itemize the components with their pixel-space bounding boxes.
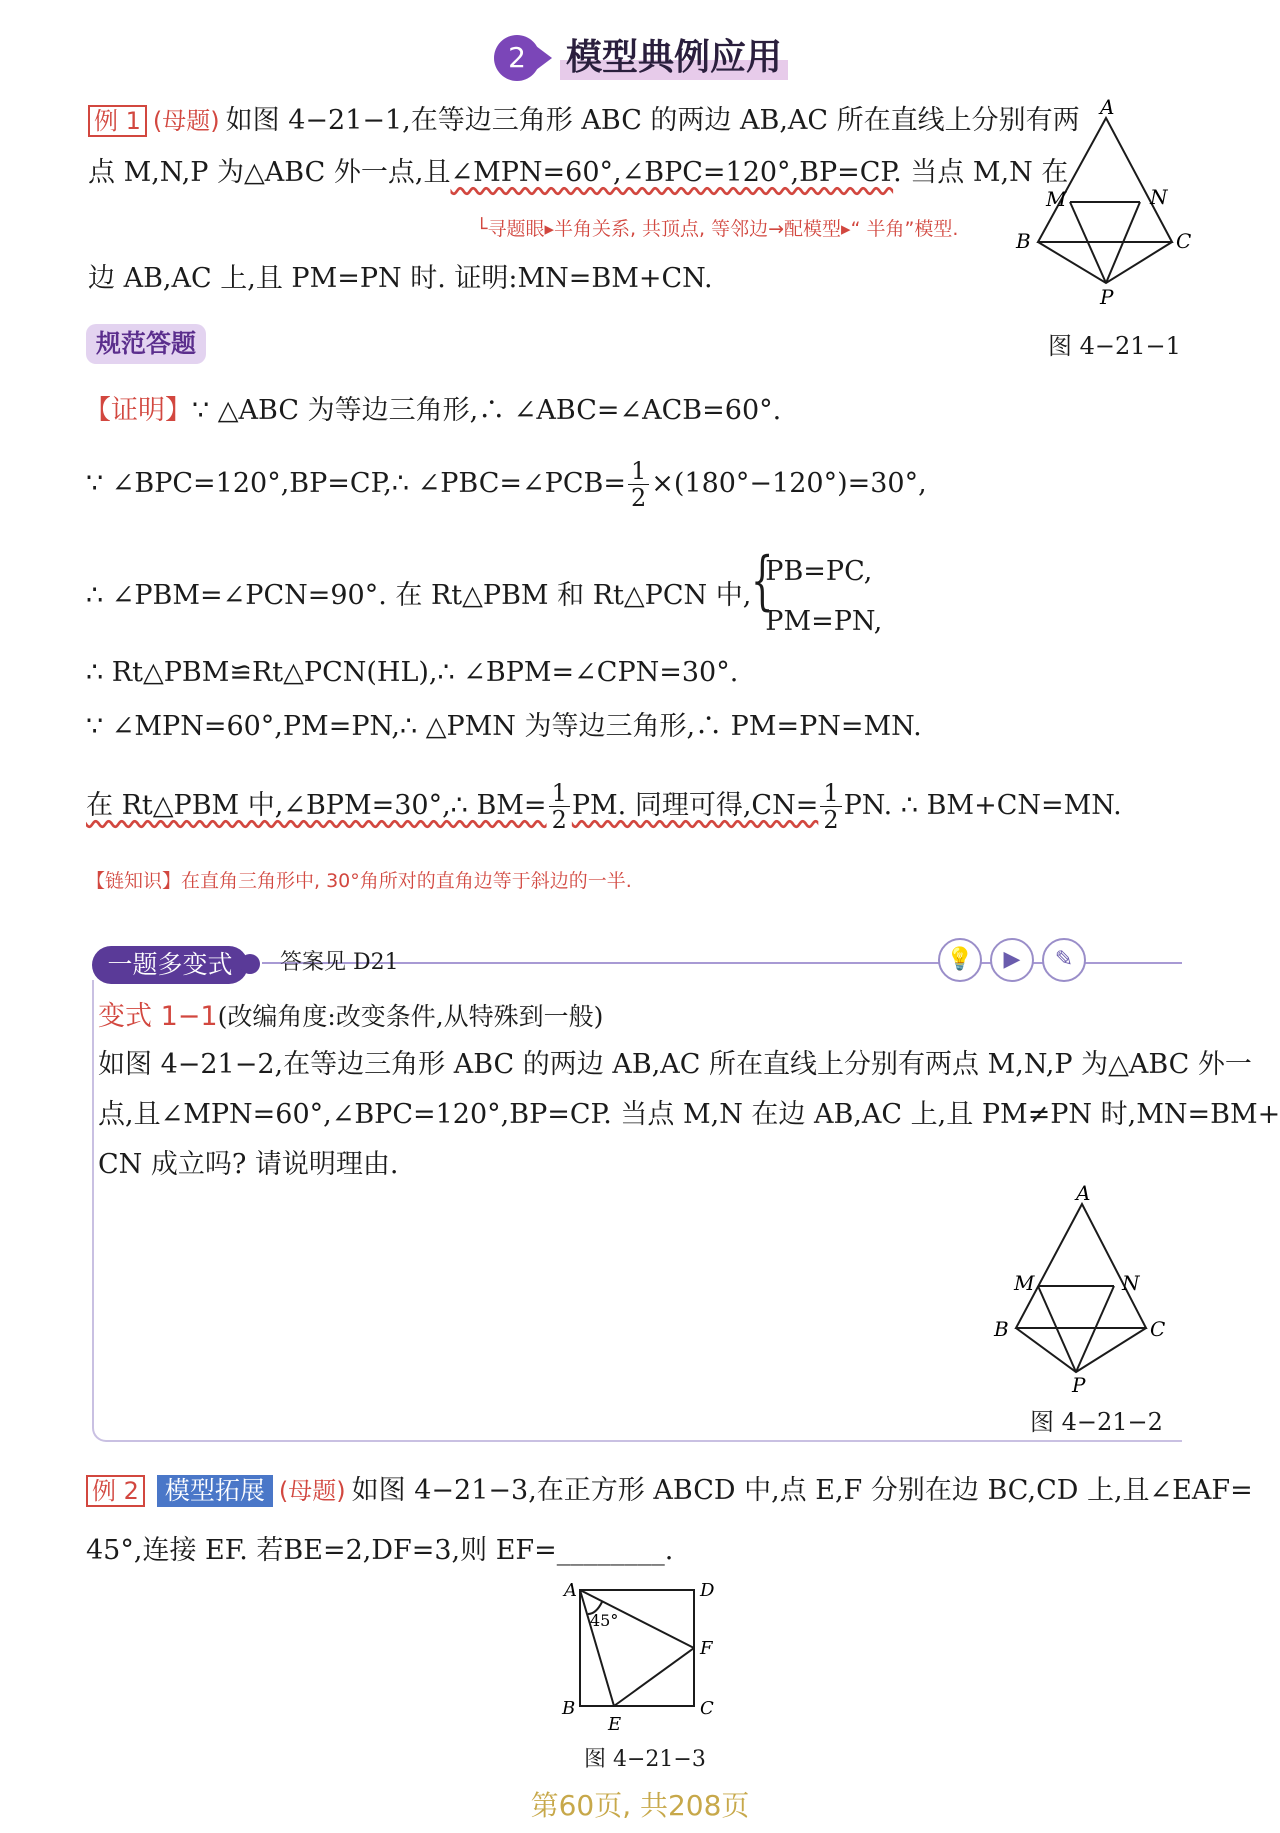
section-arrow-icon — [536, 46, 552, 70]
knowledge-note: 【链知识】在直角三角形中, 30°角所对的直角边等于斜边的一半. — [86, 870, 632, 892]
proof-line4: ∴ Rt△PBM≌Rt△PCN(HL),∴ ∠BPM=∠CPN=30°. — [86, 657, 739, 688]
example1-text1: 如图 4−21−1,在等边三角形 ABC 的两边 AB,AC 所在直线上分别有两 — [225, 105, 1080, 136]
example2-line2: 45°,连接 EF. 若BE=2,DF=3,则 EF=________. — [86, 1535, 674, 1566]
fig3-label-e: E — [608, 1714, 622, 1734]
fraction-half-2 — [549, 780, 570, 833]
triangle-abc — [1038, 118, 1172, 242]
proof-text2a: ∵ ∠BPC=120°,BP=CP,∴ ∠PBC=∠PCB= — [86, 468, 626, 499]
proof-text3a: ∴ ∠PBM=∠PCN=90°. 在 Rt△PBM 和 Rt△PCN 中, — [86, 580, 752, 611]
proof-text6c: PN. ∴ BM+CN=MN. — [843, 790, 1122, 821]
fraction-den: 2 — [551, 806, 567, 834]
section-number-badge: 2 — [494, 35, 540, 81]
fig3-label-f: F — [700, 1638, 713, 1659]
figure-4-21-2-caption: 图 4−21−2 — [1030, 1408, 1163, 1436]
example2-text1: 如图 4−21−3,在正方形 ABCD 中,点 E,F 分别在边 BC,CD 上,且∠EAF= — [351, 1475, 1253, 1506]
fig3-angle-label: 45° — [590, 1611, 619, 1630]
fig3-label-b: B — [562, 1698, 576, 1719]
triangle-abc — [1016, 1204, 1146, 1328]
proof-text6b: PM. 同理可得,CN= — [571, 790, 819, 821]
fraction-den: 2 — [630, 484, 647, 512]
segments-bp-cp — [1016, 1328, 1146, 1372]
proof-line5: ∵ ∠MPN=60°,PM=PN,∴ △PMN 为等边三角形,∴ PM=PN=MN. — [86, 711, 922, 742]
fig3-label-d: D — [700, 1580, 715, 1601]
fraction-den: 2 — [823, 806, 839, 834]
segments-bp-cp — [1038, 242, 1172, 283]
fig1-label-m: M — [1046, 187, 1067, 211]
figure-4-21-3-caption: 图 4−21−3 — [584, 1747, 706, 1772]
proof-text6-underlined — [86, 779, 819, 834]
brace-icon: { — [751, 543, 774, 618]
variant-answer-ref: 答案见 D21 — [280, 950, 399, 975]
fig1-label-n: N — [1150, 185, 1168, 209]
example1-hint: └寻题眼▸半角关系, 共顶点, 等邻边→配模型▸“ 半角”模型. — [476, 218, 959, 240]
proof-text2b: ×(180°−120°)=30°, — [651, 468, 927, 499]
variant-bar-dot — [240, 954, 260, 974]
variant-title-note: (改编角度:改变条件,从特殊到一般) — [217, 1002, 604, 1031]
section-title: 模型典例应用 — [560, 36, 788, 80]
equation-system — [751, 543, 883, 647]
figure-4-21-1 — [1010, 98, 1210, 308]
example2-line1 — [86, 1474, 1253, 1508]
example1-type: (母题) — [152, 107, 220, 135]
figure-4-21-1-caption: 图 4−21−1 — [1048, 332, 1181, 360]
fig1-label-a: A — [1100, 98, 1115, 119]
example1-text2b: ∠MPN=60°,∠BPC=120°,BP=CP — [450, 157, 894, 188]
fig3-label-c: C — [700, 1698, 714, 1719]
variant-title-line — [98, 1000, 603, 1034]
proof-text6a: 在 Rt△PBM 中,∠BPM=30°,∴ BM= — [86, 790, 547, 821]
variant-line1: 如图 4−21−2,在等边三角形 ABC 的两边 AB,AC 所在直线上分别有两点 M,N,P 为△ABC 外一 — [98, 1049, 1252, 1080]
fig1-label-b: B — [1016, 229, 1031, 253]
example1-line3: 边 AB,AC 上,且 PM=PN 时. 证明:MN=BM+CN. — [88, 263, 713, 294]
fraction-half-3 — [820, 780, 841, 833]
segment-ef — [614, 1648, 694, 1706]
fig2-label-c: C — [1150, 1317, 1166, 1341]
fig3-label-a: A — [564, 1580, 577, 1601]
pencil-icon[interactable]: ✎ — [1042, 938, 1086, 982]
solution-badge: 规范答题 — [86, 324, 206, 364]
page-footer: 第60页, 共208页 — [530, 1789, 750, 1822]
proof-tag: 【证明】 — [84, 395, 192, 426]
segment-ae — [580, 1590, 614, 1706]
example2-type: (母题) — [278, 1477, 346, 1505]
variant-line3: CN 成立吗? 请说明理由. — [98, 1149, 399, 1180]
variant-bar-label: 一题多变式 — [92, 946, 248, 984]
figure-4-21-3 — [556, 1574, 726, 1734]
example1-text2a: 点 M,N,P 为△ABC 外一点,且 — [88, 157, 451, 188]
lightbulb-icon[interactable]: 💡 — [938, 938, 982, 982]
fig2-label-a: A — [1076, 1184, 1091, 1205]
proof-text1: ∵ △ABC 为等边三角形,∴ ∠ABC=∠ACB=60°. — [192, 395, 782, 426]
fig2-label-b: B — [994, 1317, 1009, 1341]
fig1-label-c: C — [1176, 229, 1192, 253]
example1-tag: 例 1 — [88, 105, 147, 137]
fraction-num: 1 — [820, 780, 841, 807]
example1-line2 — [88, 156, 1068, 190]
fig2-label-n: N — [1122, 1271, 1140, 1295]
fig2-label-p: P — [1072, 1373, 1086, 1394]
proof-line6 — [86, 776, 1122, 836]
system-row2: PM=PN, — [765, 605, 883, 637]
fig1-label-p: P — [1100, 285, 1114, 308]
play-icon[interactable]: ▶ — [990, 938, 1034, 982]
fraction-half-1 — [628, 458, 649, 511]
figure-4-21-2 — [990, 1184, 1190, 1394]
fig2-label-m: M — [1014, 1271, 1035, 1295]
proof-line3 — [86, 543, 883, 647]
fraction-num: 1 — [549, 780, 570, 807]
proof-line1 — [84, 394, 781, 428]
example2-tag: 例 2 — [86, 1475, 145, 1507]
example1-text2c: . 当点 M,N 在 — [893, 157, 1069, 188]
proof-line2 — [86, 454, 927, 514]
variant-line2: 点,且∠MPN=60°,∠BPC=120°,BP=CP. 当点 M,N 在边 AB,AC 上,且 PM≠PN 时,MN=BM+ — [98, 1099, 1280, 1130]
system-row1: PB=PC, — [765, 555, 873, 587]
variant-title: 变式 1−1 — [98, 1001, 218, 1032]
example2-badge: 模型拓展 — [157, 1475, 273, 1507]
fraction-num: 1 — [628, 458, 649, 485]
example1-line1 — [88, 104, 1080, 138]
